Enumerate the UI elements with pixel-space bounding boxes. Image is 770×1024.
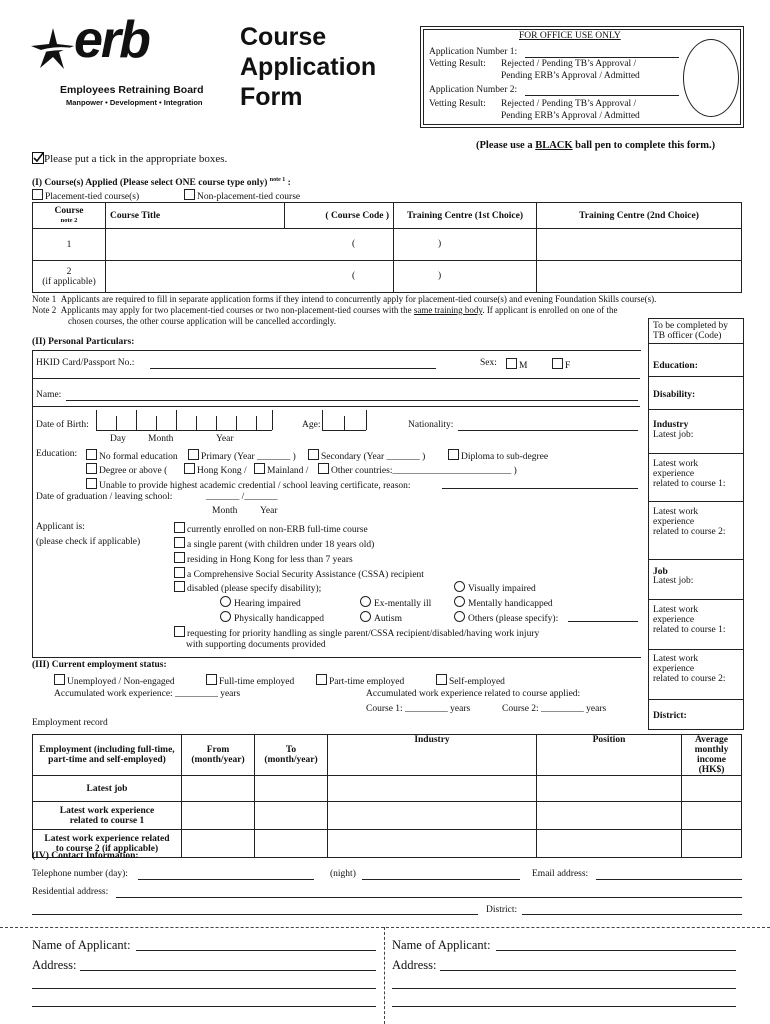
- tb-education: Education:: [653, 361, 698, 371]
- emp-cell[interactable]: [537, 802, 682, 830]
- edu-unable[interactable]: Unable to provide highest academic credential / school leaving certificate, reason:: [86, 478, 411, 491]
- emp-cell[interactable]: [328, 802, 537, 830]
- section4-heading: (IV) Contact Information:: [32, 851, 139, 861]
- app-opt1-checkbox[interactable]: [174, 522, 185, 533]
- edu-secondary-checkbox[interactable]: [308, 449, 319, 460]
- footer-left-name-label: Name of Applicant:: [32, 938, 131, 952]
- vetting2-opt1: Rejected / Pending TB’s Approval /: [501, 99, 637, 109]
- emp-row-lwe1: Latest work experience related to course 1: [33, 802, 182, 830]
- placement-tied-checkbox[interactable]: [32, 189, 43, 200]
- row1-number: 1: [33, 229, 106, 261]
- emp-cell[interactable]: [682, 830, 742, 858]
- dis-hearing[interactable]: Hearing impaired: [220, 596, 301, 609]
- tb-latest-job: Latest job:: [653, 430, 694, 440]
- grad-month: Month: [212, 506, 238, 516]
- col-position: Position: [537, 735, 682, 776]
- sex-female-checkbox[interactable]: [552, 358, 563, 369]
- col-income: Average monthly income (HK$): [682, 735, 742, 776]
- row2-centre2-input[interactable]: [537, 261, 742, 293]
- row2-course-input[interactable]: ( ): [106, 261, 394, 293]
- footer-right-address-input-3[interactable]: [392, 1006, 736, 1007]
- app-opt5-checkbox[interactable]: [174, 581, 185, 592]
- emp-self-checkbox[interactable]: [436, 674, 447, 685]
- app-opt4[interactable]: a Comprehensive Social Security Assistance (CSSA) recipient: [174, 567, 424, 580]
- dis-physically-radio[interactable]: [220, 611, 231, 622]
- logo-wordmark: erb: [74, 11, 149, 69]
- emp-cell[interactable]: [682, 776, 742, 802]
- dis-mentally-radio[interactable]: [454, 596, 465, 607]
- vetting1-opt1: Rejected / Pending TB’s Approval /: [501, 59, 637, 69]
- footer-right-address-input-2[interactable]: [392, 988, 736, 989]
- section2-heading: (II) Personal Particulars:: [32, 337, 135, 347]
- app-opt2[interactable]: a single parent (with children under 18 years old): [174, 537, 374, 550]
- org-tagline: Manpower • Development • Integration: [66, 98, 203, 107]
- app-opt6-checkbox[interactable]: [174, 626, 185, 637]
- hkid-label: HKID Card/Passport No.:: [36, 358, 135, 368]
- col-course-code: ( Course Code ): [285, 203, 394, 229]
- course-table: [32, 202, 742, 293]
- emp-cell[interactable]: [328, 830, 537, 858]
- row1-centre1-input[interactable]: [394, 229, 537, 261]
- name-label: Name:: [36, 390, 62, 400]
- note2: Note 2 Applicants may apply for two placement-tied courses or two non-placement-tied courses with the same training body. If applicant is enrolled on one of the: [32, 305, 618, 315]
- emp-cell[interactable]: [182, 776, 255, 802]
- dob-label: Date of Birth:: [36, 420, 89, 430]
- row1-course-input[interactable]: ( ): [106, 229, 394, 261]
- edu-hk-checkbox[interactable]: [184, 463, 195, 474]
- emp-cell[interactable]: [255, 776, 328, 802]
- emp-parttime[interactable]: Part-time employed: [316, 674, 404, 687]
- note2-cont: chosen courses, the other course application will be cancelled accordingly.: [68, 316, 337, 326]
- photo-stamp-circle: [683, 39, 739, 117]
- non-placement-tied-option[interactable]: Non-placement-tied course: [184, 189, 300, 202]
- sex-male-option[interactable]: M: [506, 358, 527, 371]
- footer-left-address-input-1[interactable]: [80, 970, 376, 971]
- edu-primary[interactable]: Primary (Year _______ ): [188, 449, 296, 462]
- col-from: From (month/year): [182, 735, 255, 776]
- district-label: District:: [486, 905, 518, 915]
- footer-left-address-label: Address:: [32, 958, 77, 972]
- dis-ex-mentally-radio[interactable]: [360, 596, 371, 607]
- tel-day-input[interactable]: [138, 879, 314, 880]
- tel-night-input[interactable]: [362, 879, 520, 880]
- footer-right-address-input-1[interactable]: [440, 970, 736, 971]
- footer-left-name-input[interactable]: [136, 950, 376, 951]
- footer-right-address-label: Address:: [392, 958, 437, 972]
- dis-hearing-radio[interactable]: [220, 596, 231, 607]
- emp-row-lwe2: Latest work experience related to course 2 (if applicable): [33, 830, 182, 858]
- dob-year: Year: [216, 434, 234, 444]
- tb-industry: Industry: [653, 420, 689, 430]
- applicant-is-label: Applicant is:: [36, 522, 85, 532]
- name-input[interactable]: [66, 400, 638, 401]
- section3-heading: (III) Current employment status:: [32, 660, 167, 670]
- tb-district: District:: [653, 711, 687, 721]
- dob-day: Day: [110, 434, 126, 444]
- dob-month: Month: [148, 434, 174, 444]
- checkbox-ticked-icon: [32, 152, 44, 164]
- emp-row-latest: Latest job: [33, 776, 182, 802]
- tb-lwe2: Latest work experience related to course 2:: [653, 507, 726, 537]
- tb-lwe1: Latest work experience related to course 1:: [653, 459, 726, 489]
- sex-label: Sex:: [480, 358, 497, 368]
- emp-cell[interactable]: [537, 776, 682, 802]
- app-opt6[interactable]: requesting for priority handling as single parent/CSSA recipient/disabled/having work injury: [174, 626, 539, 639]
- emp-fulltime[interactable]: Full-time employed: [206, 674, 294, 687]
- app-opt1[interactable]: currently enrolled on non-ERB full-time course: [174, 522, 368, 535]
- dob-boxes[interactable]: [96, 410, 272, 431]
- acc-exp-related: Accumulated work experience related to course applied:: [366, 689, 581, 699]
- footer-left-address-input-3[interactable]: [32, 1006, 376, 1007]
- col-course-title: Course Title: [106, 203, 285, 229]
- edu-hk[interactable]: Hong Kong /: [184, 463, 247, 476]
- app-opt6-cont: with supporting documents provided: [186, 640, 326, 650]
- star-swoosh-icon: [28, 24, 78, 74]
- district-input[interactable]: [522, 914, 742, 915]
- edu-no-formal-checkbox[interactable]: [86, 449, 97, 460]
- check-if-applicable: (please check if applicable): [36, 537, 141, 547]
- emp-cell[interactable]: [182, 802, 255, 830]
- row2-number: 2 (if applicable): [33, 261, 106, 293]
- edu-other-checkbox[interactable]: [318, 463, 329, 474]
- edu-other-countries[interactable]: Other countries:_________________________ ): [318, 463, 517, 476]
- age-boxes[interactable]: [322, 410, 366, 431]
- grad-date-label: Date of graduation / leaving school:: [36, 492, 173, 502]
- grad-year: Year: [260, 506, 278, 516]
- address-input-2[interactable]: [32, 914, 478, 915]
- app-no2-label: Application Number 2:: [429, 85, 518, 95]
- col-centre1: Training Centre (1st Choice): [394, 203, 537, 229]
- edu-primary-checkbox[interactable]: [188, 449, 199, 460]
- title-line3: Form: [240, 83, 303, 111]
- emp-parttime-checkbox[interactable]: [316, 674, 327, 685]
- row2-centre1-input[interactable]: [394, 261, 537, 293]
- office-title: FOR OFFICE USE ONLY: [519, 31, 621, 41]
- employment-table: [32, 734, 742, 858]
- emp-cell[interactable]: [182, 830, 255, 858]
- col-employment: Employment (including full-time, part-time and self-employed): [33, 735, 182, 776]
- dis-autism[interactable]: Autism: [360, 611, 402, 624]
- dis-mentally[interactable]: Mentally handicapped: [454, 596, 553, 609]
- hkid-input[interactable]: [150, 368, 436, 369]
- app-opt5[interactable]: disabled (please specify disability);: [174, 581, 321, 594]
- nationality-label: Nationality:: [408, 420, 454, 430]
- address-label: Residential address:: [32, 887, 109, 897]
- dis-physically[interactable]: Physically handicapped: [220, 611, 324, 624]
- education-label: Education:: [36, 449, 78, 459]
- emp-fulltime-checkbox[interactable]: [206, 674, 217, 685]
- app-opt3[interactable]: residing in Hong Kong for less than 7 years: [174, 552, 353, 565]
- edu-no-formal[interactable]: No formal education: [86, 449, 178, 462]
- placement-tied-option[interactable]: Placement-tied course(s): [32, 189, 139, 202]
- edu-unable-checkbox[interactable]: [86, 478, 97, 489]
- emp-unemployed-checkbox[interactable]: [54, 674, 65, 685]
- age-label: Age:: [302, 420, 321, 430]
- footer-right-name-input[interactable]: [496, 950, 736, 951]
- sex-female-option[interactable]: F: [552, 358, 570, 371]
- edu-mainland-checkbox[interactable]: [254, 463, 265, 474]
- col-centre2: Training Centre (2nd Choice): [537, 203, 742, 229]
- address-input-1[interactable]: [116, 897, 742, 898]
- vetting1-label: Vetting Result:: [429, 59, 486, 69]
- tb-disability: Disability:: [653, 390, 696, 400]
- emp-self[interactable]: Self-employed: [436, 674, 505, 687]
- edu-mainland[interactable]: Mainland /: [254, 463, 308, 476]
- vetting2-label: Vetting Result:: [429, 99, 486, 109]
- emp-unemployed[interactable]: Unemployed / Non-engaged: [54, 674, 175, 687]
- tb-job-latest: Latest job:: [653, 576, 694, 586]
- acc-exp-course2[interactable]: Course 2: _________ years: [502, 704, 607, 714]
- non-placement-tied-checkbox[interactable]: [184, 189, 195, 200]
- tb-job-lwe2: Latest work experience related to course 2:: [653, 654, 726, 684]
- tel-day-label: Telephone number (day):: [32, 869, 128, 879]
- office-use-box: [420, 26, 744, 128]
- edu-degree-checkbox[interactable]: [86, 463, 97, 474]
- edu-unable-reason-input[interactable]: [442, 488, 638, 489]
- pen-note: (Please use a BLACK ball pen to complete this form.): [476, 140, 716, 151]
- dis-visually-radio[interactable]: [454, 581, 465, 592]
- erb-logo: [28, 11, 218, 86]
- sex-male-checkbox[interactable]: [506, 358, 517, 369]
- app-opt4-checkbox[interactable]: [174, 567, 185, 578]
- emp-cell[interactable]: [328, 776, 537, 802]
- edu-degree[interactable]: Degree or above (: [86, 463, 167, 476]
- nationality-input[interactable]: [458, 430, 638, 431]
- dis-autism-radio[interactable]: [360, 611, 371, 622]
- tb-heading: To be completed by TB officer (Code): [653, 321, 729, 341]
- app-opt2-checkbox[interactable]: [174, 537, 185, 548]
- row1-centre2-input[interactable]: [537, 229, 742, 261]
- acc-exp[interactable]: Accumulated work experience: _________ years: [54, 689, 241, 699]
- org-name: Employees Retraining Board: [60, 84, 204, 96]
- footer-right-name-label: Name of Applicant:: [392, 938, 491, 952]
- note1: Note 1 Applicants are required to fill in separate application forms if they intend to concurrently apply for placement-tied course(s) and evening Foundation Skills course(s).: [32, 294, 657, 304]
- dis-others[interactable]: Others (please specify):: [454, 611, 558, 624]
- tick-note: Please put a tick in the appropriate boxes.: [32, 152, 227, 165]
- vetting1-opt2: Pending ERB’s Approval / Admitted: [501, 71, 640, 81]
- tel-night-label: (night): [330, 869, 356, 879]
- col-to: To (month/year): [255, 735, 328, 776]
- email-input[interactable]: [596, 879, 742, 880]
- email-label: Email address:: [532, 869, 589, 879]
- edu-diploma[interactable]: Diploma to sub-degree: [448, 449, 548, 462]
- tb-officer-box: [648, 318, 744, 730]
- edu-secondary[interactable]: Secondary (Year _______ ): [308, 449, 425, 462]
- section1-heading: (I) Course(s) Applied (Please select ONE course type only) $^{note 1}$ :: [32, 177, 291, 189]
- emp-cell[interactable]: [255, 802, 328, 830]
- dis-others-radio[interactable]: [454, 611, 465, 622]
- col-industry: Industry: [328, 735, 537, 776]
- emp-cell[interactable]: [537, 830, 682, 858]
- vetting2-opt2: Pending ERB’s Approval / Admitted: [501, 111, 640, 121]
- tb-job: Job: [653, 567, 668, 577]
- emp-record-label: Employment record: [32, 718, 108, 728]
- app-opt3-checkbox[interactable]: [174, 552, 185, 563]
- acc-exp-course1[interactable]: Course 1: _________ years: [366, 704, 471, 714]
- edu-diploma-checkbox[interactable]: [448, 449, 459, 460]
- dis-ex-mentally[interactable]: Ex-mentally ill: [360, 596, 431, 609]
- dis-visually[interactable]: Visually impaired: [454, 581, 536, 594]
- footer-left-address-input-2[interactable]: [32, 988, 376, 989]
- emp-cell[interactable]: [255, 830, 328, 858]
- dis-others-input[interactable]: [568, 621, 638, 622]
- grad-date-input[interactable]: _______ /_______: [206, 492, 278, 502]
- emp-cell[interactable]: [682, 802, 742, 830]
- title-line1: Course: [240, 23, 327, 51]
- col-course: Course note 2: [33, 203, 106, 229]
- app-no1-label: Application Number 1:: [429, 47, 518, 57]
- tb-job-lwe1: Latest work experience related to course 1:: [653, 605, 726, 635]
- title-line2: Application: [240, 53, 377, 81]
